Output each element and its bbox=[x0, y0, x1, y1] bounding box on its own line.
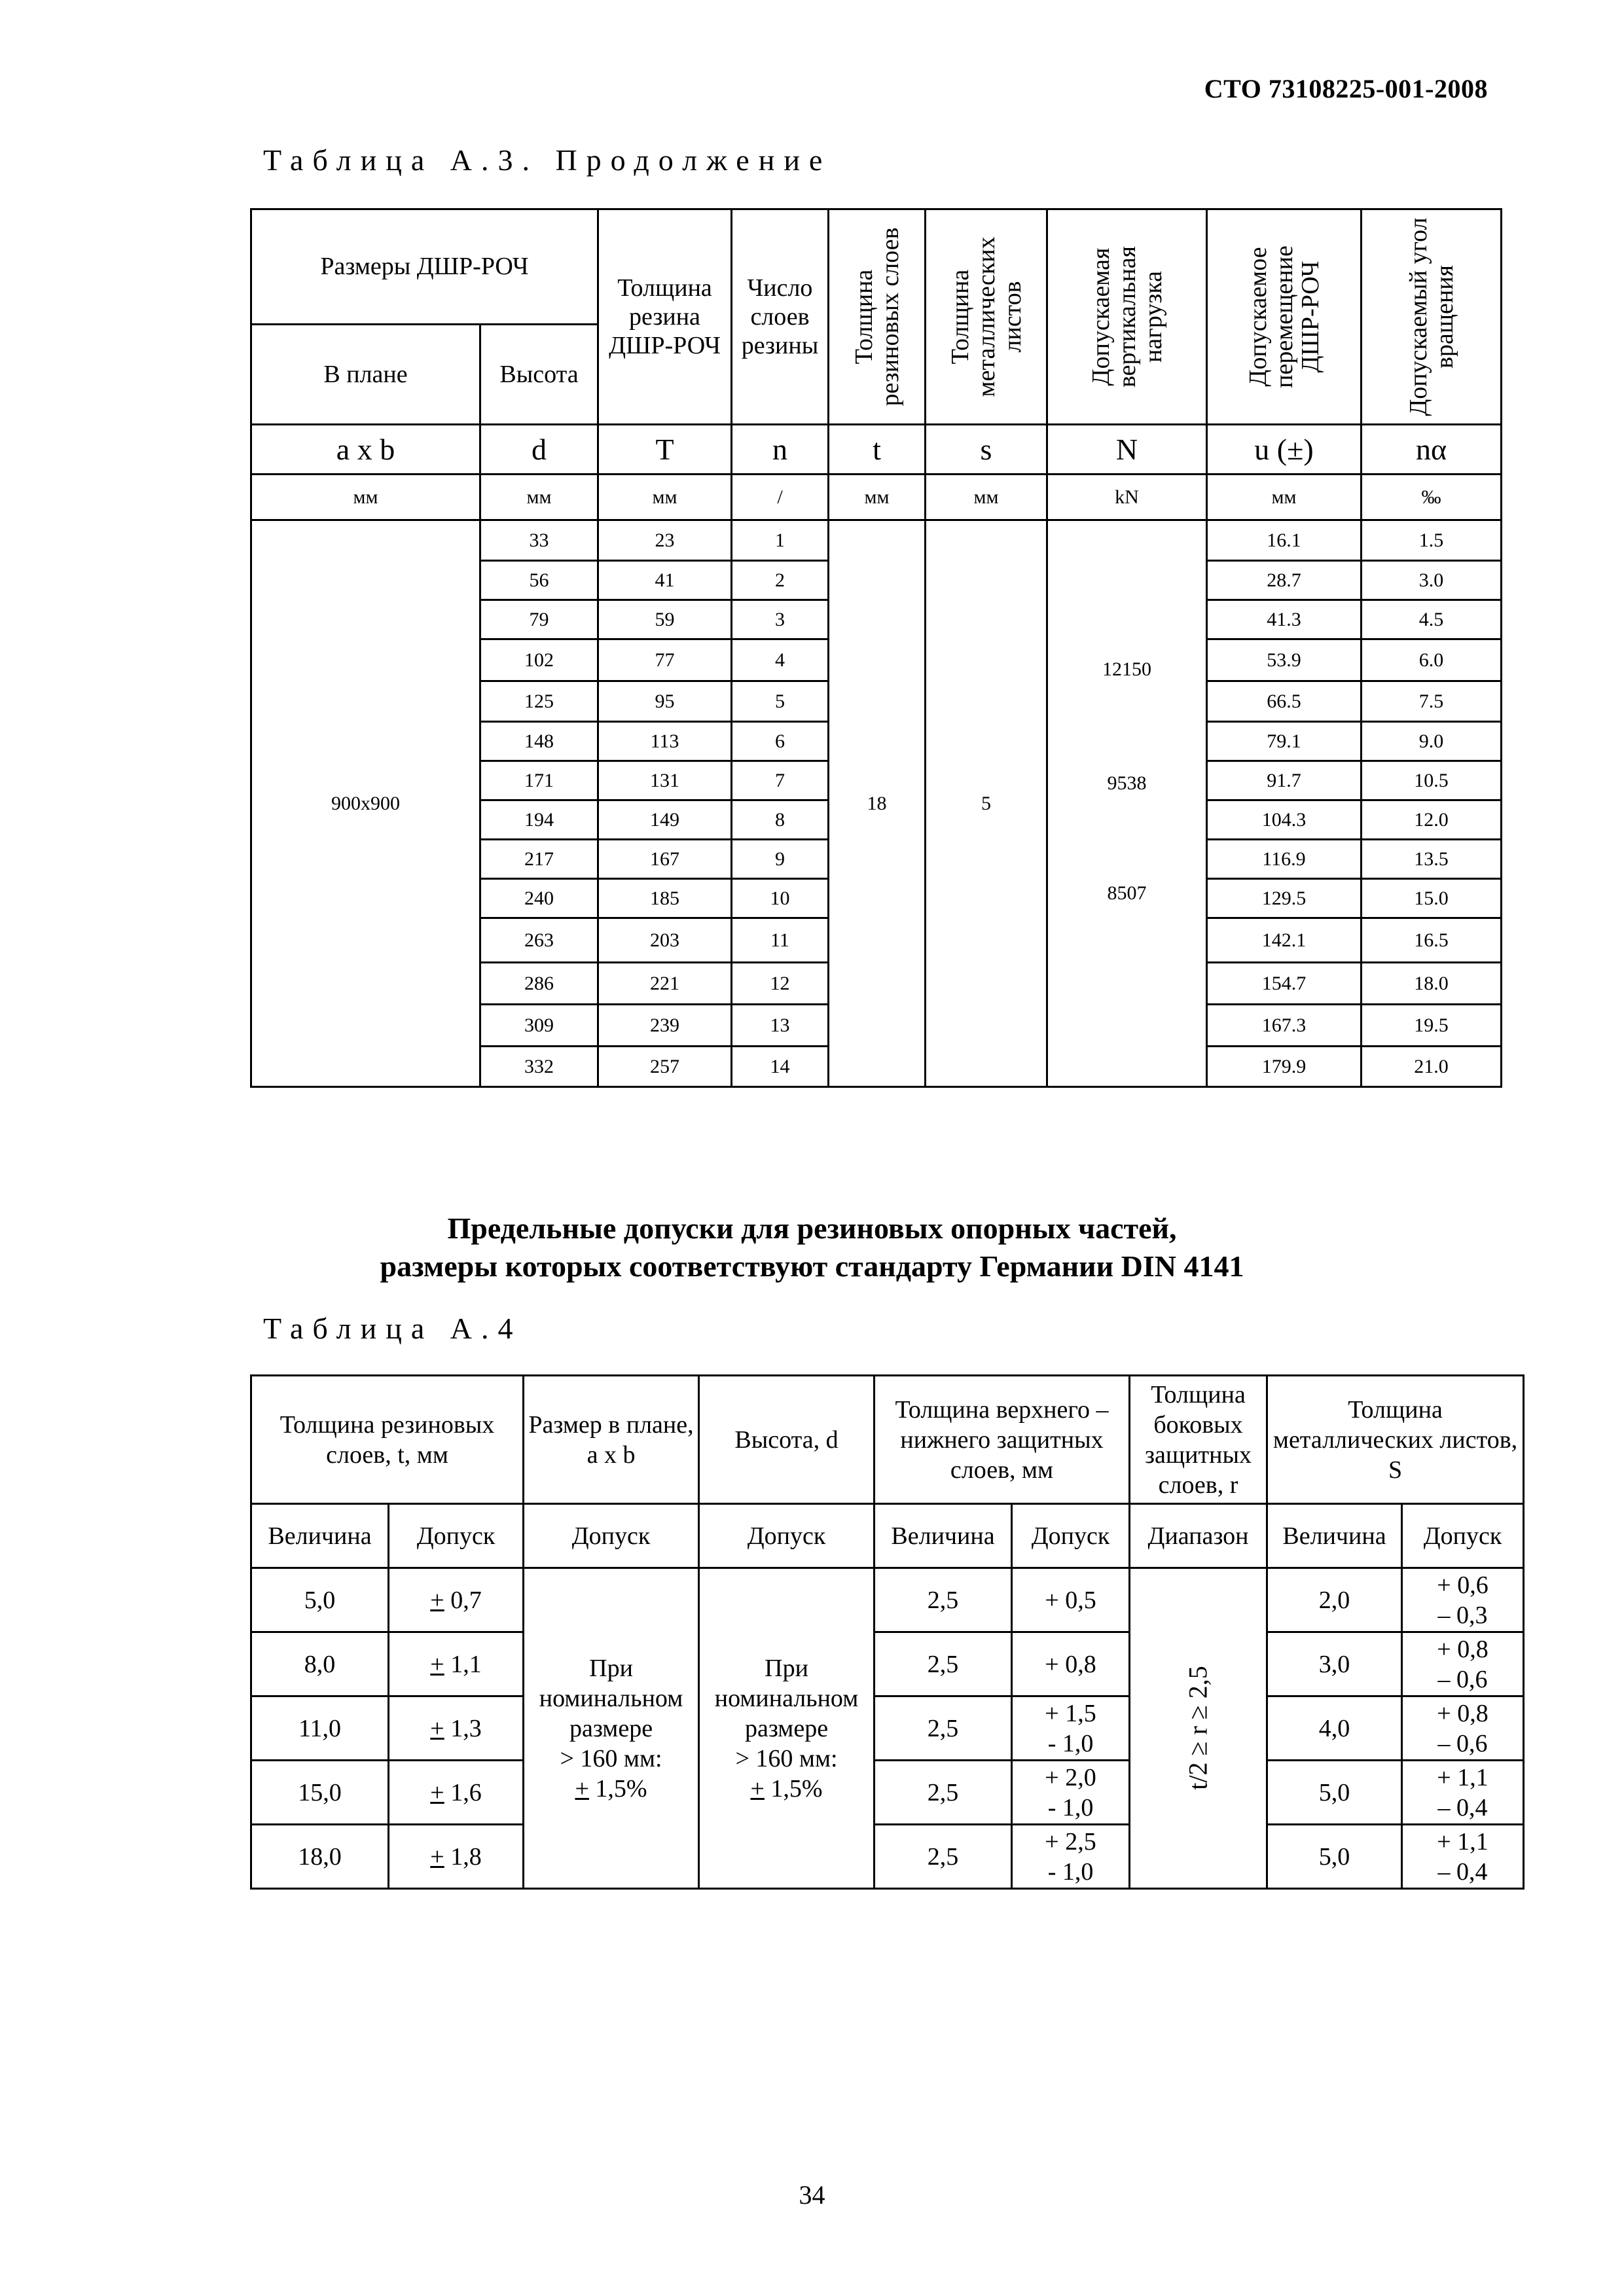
cell-T: 167 bbox=[598, 840, 732, 879]
unit-axb: мм bbox=[251, 475, 480, 520]
subheader-value: Величина bbox=[251, 1504, 389, 1568]
symbol-s: s bbox=[926, 425, 1047, 475]
cell-t-value: 15,0 bbox=[251, 1761, 389, 1825]
cell-na: 19.5 bbox=[1362, 1005, 1502, 1047]
cell-d: 102 bbox=[480, 639, 598, 681]
cell-d: 148 bbox=[480, 722, 598, 761]
cell-na: 3.0 bbox=[1362, 561, 1502, 600]
cell-T: 203 bbox=[598, 918, 732, 963]
cell-n: 10 bbox=[732, 879, 829, 918]
table-a4-caption: Таблица А.4 bbox=[263, 1312, 522, 1345]
cell-d: 309 bbox=[480, 1005, 598, 1047]
cell-T: 95 bbox=[598, 681, 732, 722]
cell-p-value: 2,5 bbox=[875, 1825, 1012, 1889]
subheader-tolerance: Допуск bbox=[699, 1504, 875, 1568]
section-title-line-1: Предельные допуски для резиновых опорных частей, bbox=[447, 1211, 1177, 1245]
cell-u: 53.9 bbox=[1207, 639, 1362, 681]
cell-u: 104.3 bbox=[1207, 800, 1362, 840]
header-height: Высота, d bbox=[699, 1376, 875, 1504]
header-rotation: Допускаемый угол вращения bbox=[1362, 209, 1502, 425]
cell-p-tolerance: + 0,5 bbox=[1012, 1568, 1130, 1632]
cell-na: 9.0 bbox=[1362, 722, 1502, 761]
height-tolerance: При номинальном размере > 160 мм: + 1,5% bbox=[699, 1568, 875, 1889]
cell-d: 286 bbox=[480, 963, 598, 1005]
symbol-axb: a x b bbox=[251, 425, 480, 475]
cell-T: 221 bbox=[598, 963, 732, 1005]
document-code: СТО 73108225-001-2008 bbox=[1204, 74, 1488, 103]
unit-u: мм bbox=[1207, 475, 1362, 520]
symbol-N: N bbox=[1047, 425, 1207, 475]
symbol-d: d bbox=[480, 425, 598, 475]
subheader-range: Диапазон bbox=[1130, 1504, 1267, 1568]
plan-size-tolerance: При номинальном размере > 160 мм: + 1,5% bbox=[524, 1568, 699, 1889]
cell-p-tolerance: + 2,5 - 1,0 bbox=[1012, 1825, 1130, 1889]
subheader-tolerance: Допуск bbox=[1402, 1504, 1524, 1568]
cell-T: 185 bbox=[598, 879, 732, 918]
symbol-n: n bbox=[732, 425, 829, 475]
s-value-cell: 5 bbox=[926, 520, 1047, 1087]
plan-size-cell: 900x900 bbox=[251, 520, 480, 1087]
subheader-tolerance: Допуск bbox=[1012, 1504, 1130, 1568]
cell-u: 179.9 bbox=[1207, 1047, 1362, 1087]
cell-t-tolerance: + 1,3 bbox=[389, 1696, 524, 1761]
cell-d: 194 bbox=[480, 800, 598, 840]
symbol-t: t bbox=[829, 425, 926, 475]
cell-p-value: 2,5 bbox=[875, 1632, 1012, 1696]
load-value-3: 8507 bbox=[1107, 882, 1147, 904]
unit-d: мм bbox=[480, 475, 598, 520]
cell-s-tolerance: + 1,1 – 0,4 bbox=[1402, 1825, 1524, 1889]
cell-p-value: 2,5 bbox=[875, 1696, 1012, 1761]
section-title-line-2: размеры которых соответствуют стандарту Германии DIN 4141 bbox=[380, 1249, 1244, 1283]
table-a3-caption: Таблица А.3. Продолжение bbox=[263, 143, 832, 177]
cell-d: 33 bbox=[480, 520, 598, 561]
cell-p-tolerance: + 1,5 - 1,0 bbox=[1012, 1696, 1130, 1761]
cell-na: 16.5 bbox=[1362, 918, 1502, 963]
cell-s-value: 3,0 bbox=[1267, 1632, 1402, 1696]
cell-n: 4 bbox=[732, 639, 829, 681]
cell-s-tolerance: + 0,8 – 0,6 bbox=[1402, 1632, 1524, 1696]
cell-n: 6 bbox=[732, 722, 829, 761]
cell-d: 332 bbox=[480, 1047, 598, 1087]
header-displacement: Допускаемое перемещение ДШР-РОЧ bbox=[1207, 209, 1362, 425]
cell-p-tolerance: + 0,8 bbox=[1012, 1632, 1130, 1696]
cell-u: 16.1 bbox=[1207, 520, 1362, 561]
cell-n: 5 bbox=[732, 681, 829, 722]
cell-t-tolerance: + 1,1 bbox=[389, 1632, 524, 1696]
header-layers-count: Число слоев резины bbox=[732, 209, 829, 425]
cell-u: 41.3 bbox=[1207, 600, 1362, 639]
subheader-value: Величина bbox=[875, 1504, 1012, 1568]
cell-t-tolerance: + 1,6 bbox=[389, 1761, 524, 1825]
cell-s-value: 2,0 bbox=[1267, 1568, 1402, 1632]
table-row bbox=[251, 1568, 1524, 1632]
cell-na: 1.5 bbox=[1362, 520, 1502, 561]
load-value-2: 9538 bbox=[1107, 772, 1147, 794]
table-row bbox=[251, 520, 1502, 561]
table-row bbox=[251, 1825, 1524, 1889]
load-value-1: 12150 bbox=[1102, 658, 1151, 680]
cell-na: 15.0 bbox=[1362, 879, 1502, 918]
header-rubber-layers-thickness: Толщина резиновых слоев bbox=[829, 209, 926, 425]
cell-p-tolerance: + 2,0 - 1,0 bbox=[1012, 1761, 1130, 1825]
cell-T: 77 bbox=[598, 639, 732, 681]
cell-p-value: 2,5 bbox=[875, 1568, 1012, 1632]
unit-t: мм bbox=[829, 475, 926, 520]
unit-T: мм bbox=[598, 475, 732, 520]
table-row bbox=[251, 1761, 1524, 1825]
cell-n: 1 bbox=[732, 520, 829, 561]
cell-s-tolerance: + 0,6 – 0,3 bbox=[1402, 1568, 1524, 1632]
cell-s-value: 5,0 bbox=[1267, 1761, 1402, 1825]
cell-u: 154.7 bbox=[1207, 963, 1362, 1005]
header-plan-size: Размер в плане, a x b bbox=[524, 1376, 699, 1504]
cell-d: 125 bbox=[480, 681, 598, 722]
cell-T: 41 bbox=[598, 561, 732, 600]
cell-s-value: 4,0 bbox=[1267, 1696, 1402, 1761]
cell-na: 7.5 bbox=[1362, 681, 1502, 722]
header-dims-group: Размеры ДШР-РОЧ bbox=[251, 209, 598, 325]
cell-T: 257 bbox=[598, 1047, 732, 1087]
subheader-value: Величина bbox=[1267, 1504, 1402, 1568]
cell-u: 142.1 bbox=[1207, 918, 1362, 963]
header-rubber-layers: Толщина резиновых слоев, t, мм bbox=[251, 1376, 524, 1504]
cell-u: 91.7 bbox=[1207, 761, 1362, 800]
table-row bbox=[251, 1696, 1524, 1761]
cell-d: 263 bbox=[480, 918, 598, 963]
cell-n: 2 bbox=[732, 561, 829, 600]
cell-u: 66.5 bbox=[1207, 681, 1362, 722]
header-protective-layers: Толщина верхнего – нижнего защитных слоев, мм bbox=[875, 1376, 1130, 1504]
page-number: 34 bbox=[799, 2180, 825, 2210]
cell-na: 4.5 bbox=[1362, 600, 1502, 639]
cell-na: 10.5 bbox=[1362, 761, 1502, 800]
cell-n: 8 bbox=[732, 800, 829, 840]
cell-n: 7 bbox=[732, 761, 829, 800]
cell-na: 6.0 bbox=[1362, 639, 1502, 681]
symbol-T: T bbox=[598, 425, 732, 475]
header-height: Высота bbox=[480, 324, 598, 424]
cell-T: 239 bbox=[598, 1005, 732, 1047]
cell-n: 12 bbox=[732, 963, 829, 1005]
cell-n: 13 bbox=[732, 1005, 829, 1047]
cell-T: 23 bbox=[598, 520, 732, 561]
unit-N: kN bbox=[1047, 475, 1207, 520]
cell-t-value: 8,0 bbox=[251, 1632, 389, 1696]
cell-n: 11 bbox=[732, 918, 829, 963]
header-metal-sheets-thickness: Толщина металлических листов bbox=[926, 209, 1047, 425]
cell-na: 18.0 bbox=[1362, 963, 1502, 1005]
unit-na: ‰ bbox=[1362, 475, 1502, 520]
cell-n: 3 bbox=[732, 600, 829, 639]
cell-u: 116.9 bbox=[1207, 840, 1362, 879]
cell-n: 9 bbox=[732, 840, 829, 879]
cell-u: 167.3 bbox=[1207, 1005, 1362, 1047]
load-cell bbox=[1047, 520, 1207, 1087]
cell-d: 171 bbox=[480, 761, 598, 800]
cell-na: 13.5 bbox=[1362, 840, 1502, 879]
section-title bbox=[0, 1210, 1624, 1285]
subheader-tolerance: Допуск bbox=[389, 1504, 524, 1568]
cell-d: 240 bbox=[480, 879, 598, 918]
cell-u: 129.5 bbox=[1207, 879, 1362, 918]
cell-d: 79 bbox=[480, 600, 598, 639]
cell-t-value: 18,0 bbox=[251, 1825, 389, 1889]
symbol-na: nα bbox=[1362, 425, 1502, 475]
cell-t-value: 11,0 bbox=[251, 1696, 389, 1761]
cell-T: 149 bbox=[598, 800, 732, 840]
cell-d: 217 bbox=[480, 840, 598, 879]
side-range-cell: t/2 ≥ r ≥ 2,5 bbox=[1130, 1568, 1267, 1889]
cell-T: 131 bbox=[598, 761, 732, 800]
header-plan: В плане bbox=[251, 324, 480, 424]
cell-T: 113 bbox=[598, 722, 732, 761]
cell-T: 59 bbox=[598, 600, 732, 639]
header-metal-sheets: Толщина металлических листов, S bbox=[1267, 1376, 1524, 1504]
cell-s-tolerance: + 0,8 – 0,6 bbox=[1402, 1696, 1524, 1761]
unit-n: / bbox=[732, 475, 829, 520]
header-rubber-thickness: Толщина резина ДШР-РОЧ bbox=[598, 209, 732, 425]
cell-t-value: 5,0 bbox=[251, 1568, 389, 1632]
subheader-tolerance: Допуск bbox=[524, 1504, 699, 1568]
symbol-u: u (±) bbox=[1207, 425, 1362, 475]
cell-n: 14 bbox=[732, 1047, 829, 1087]
table-a3 bbox=[250, 208, 1502, 1088]
cell-t-tolerance: + 0,7 bbox=[389, 1568, 524, 1632]
cell-s-value: 5,0 bbox=[1267, 1825, 1402, 1889]
table-a4 bbox=[250, 1374, 1525, 1890]
table-row bbox=[251, 1632, 1524, 1696]
cell-p-value: 2,5 bbox=[875, 1761, 1012, 1825]
cell-na: 12.0 bbox=[1362, 800, 1502, 840]
t-value-cell: 18 bbox=[829, 520, 926, 1087]
header-vertical-load: Допускаемая вертикальная нагрузка bbox=[1047, 209, 1207, 425]
cell-u: 28.7 bbox=[1207, 561, 1362, 600]
header-side-layers: Толщина боковых защитных слоев, r bbox=[1130, 1376, 1267, 1504]
cell-s-tolerance: + 1,1 – 0,4 bbox=[1402, 1761, 1524, 1825]
cell-t-tolerance: + 1,8 bbox=[389, 1825, 524, 1889]
cell-u: 79.1 bbox=[1207, 722, 1362, 761]
unit-s: мм bbox=[926, 475, 1047, 520]
cell-d: 56 bbox=[480, 561, 598, 600]
cell-na: 21.0 bbox=[1362, 1047, 1502, 1087]
